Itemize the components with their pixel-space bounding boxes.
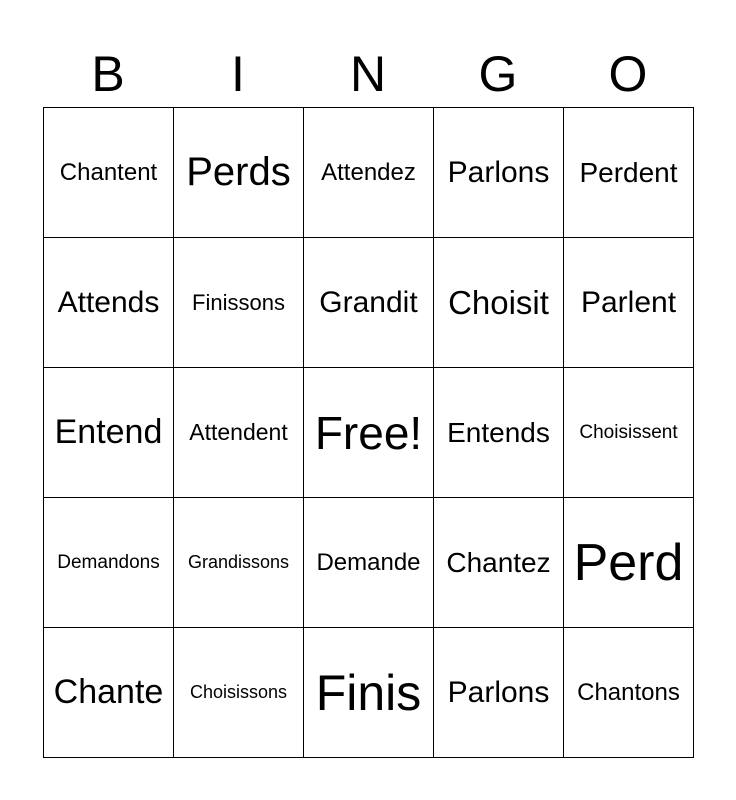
bingo-cell: Chantent bbox=[44, 108, 174, 238]
bingo-cell: Grandissons bbox=[174, 498, 304, 628]
bingo-cell: Attendent bbox=[174, 368, 304, 498]
bingo-cell: Demandons bbox=[44, 498, 174, 628]
bingo-cell: Chantez bbox=[434, 498, 564, 628]
bingo-cell: Choisit bbox=[434, 238, 564, 368]
bingo-cell: Parlons bbox=[434, 628, 564, 758]
bingo-cell: Parlons bbox=[434, 108, 564, 238]
bingo-cell: Entend bbox=[44, 368, 174, 498]
bingo-cell: Attendez bbox=[304, 108, 434, 238]
bingo-cell: Finis bbox=[304, 628, 434, 758]
bingo-cell: Grandit bbox=[304, 238, 434, 368]
bingo-cell: Chante bbox=[44, 628, 174, 758]
free-space-cell: Free! bbox=[304, 368, 434, 498]
bingo-cell: Choisissons bbox=[174, 628, 304, 758]
bingo-cell: Entends bbox=[434, 368, 564, 498]
bingo-cell: Finissons bbox=[174, 238, 304, 368]
bingo-header bbox=[43, 40, 693, 108]
bingo-cell: Demande bbox=[304, 498, 434, 628]
header-letter-b: B bbox=[91, 46, 125, 102]
bingo-cell: Chantons bbox=[564, 628, 694, 758]
bingo-cell: Perd bbox=[564, 498, 694, 628]
bingo-cell: Perds bbox=[174, 108, 304, 238]
bingo-grid bbox=[43, 107, 694, 758]
header-letter-o: O bbox=[608, 46, 648, 102]
bingo-cell: Perdent bbox=[564, 108, 694, 238]
bingo-cell: Choisissent bbox=[564, 368, 694, 498]
header-letter-g: G bbox=[478, 46, 518, 102]
bingo-cell: Parlent bbox=[564, 238, 694, 368]
header-letter-i: I bbox=[231, 46, 245, 102]
bingo-cell: Attends bbox=[44, 238, 174, 368]
header-letter-n: N bbox=[349, 46, 387, 102]
